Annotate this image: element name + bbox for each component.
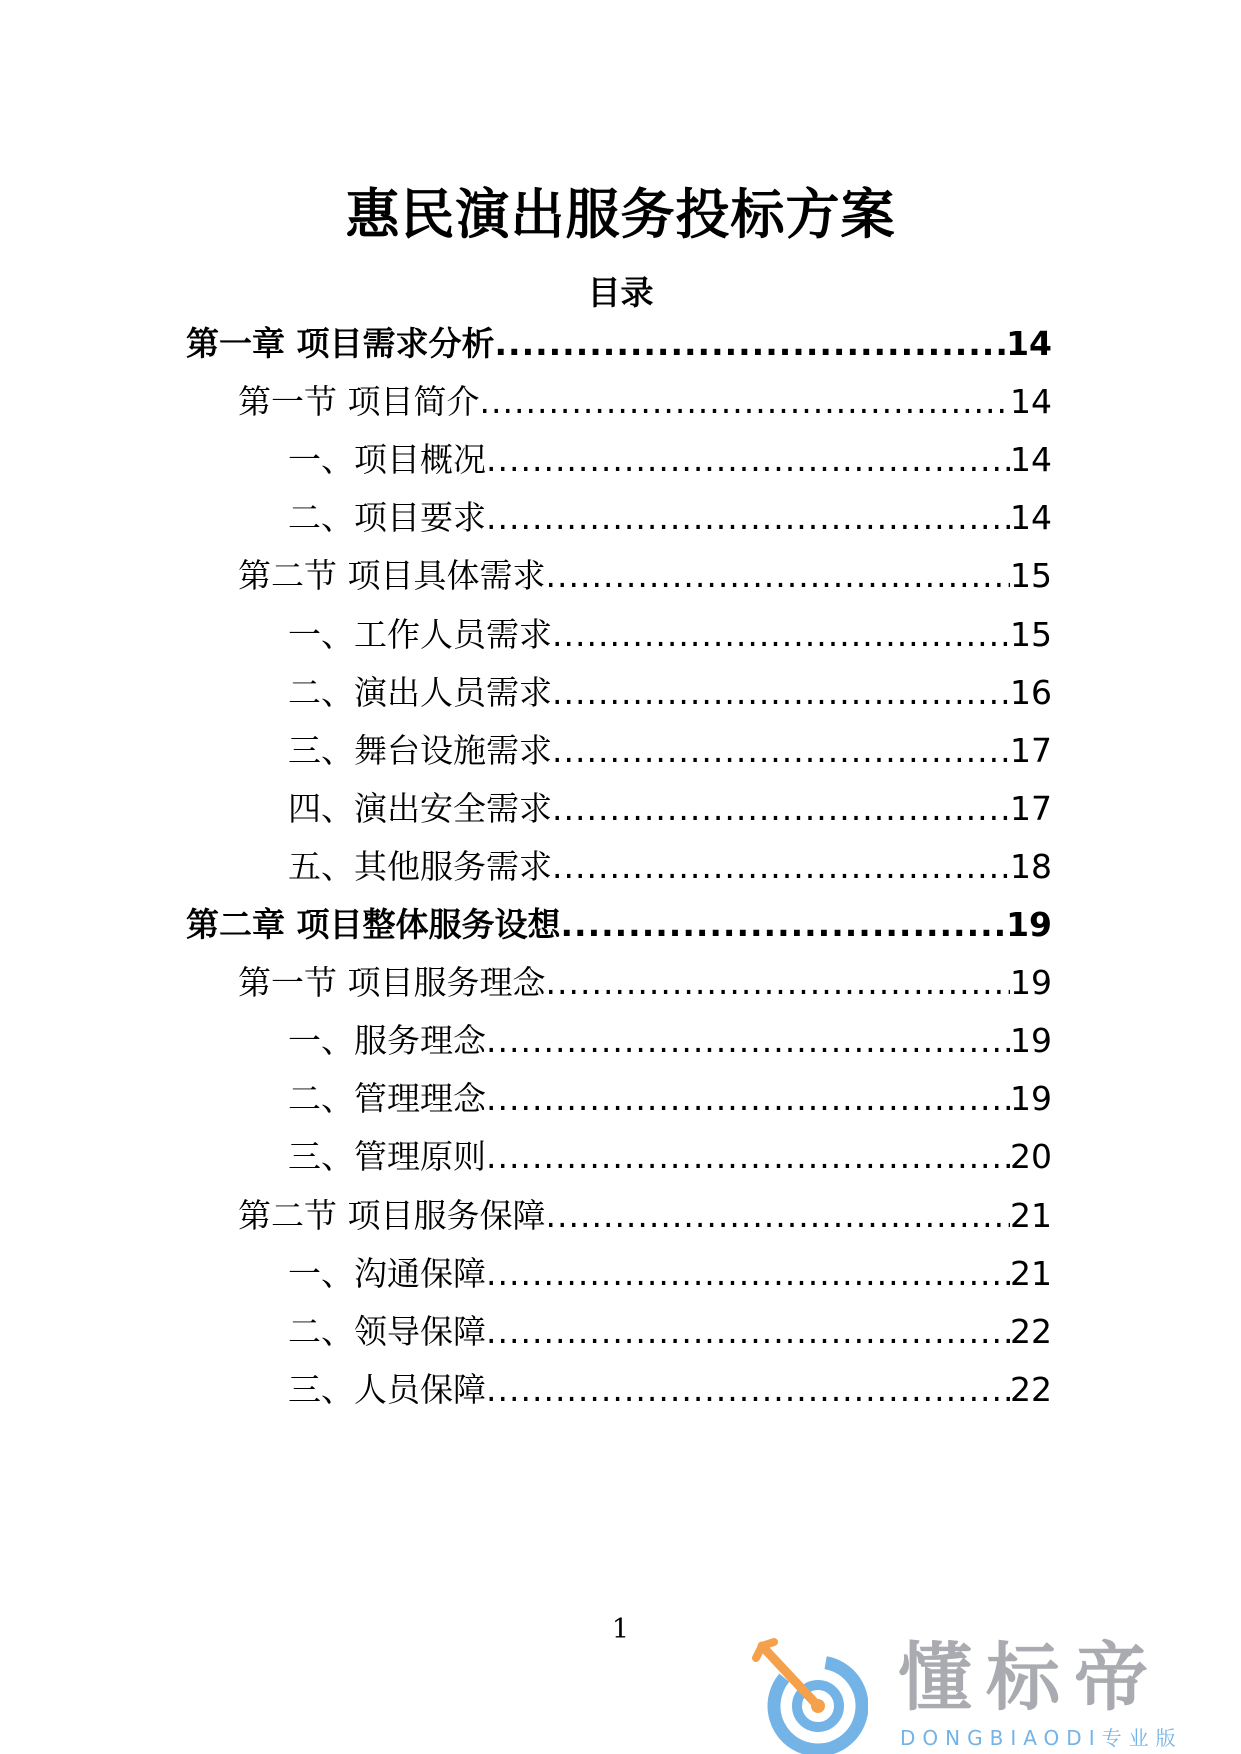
watermark-title: 懂标帝 bbox=[898, 1635, 1162, 1721]
toc-entry[interactable] bbox=[238, 552, 1052, 600]
toc-entry-page: 15 bbox=[1010, 614, 1052, 654]
toc-entry-label: 一、服务理念 bbox=[288, 1021, 486, 1061]
toc-dot-leader bbox=[480, 378, 1011, 426]
document-title: 惠民演出服务投标方案 bbox=[345, 183, 896, 246]
toc-entry-page: 19 bbox=[1010, 1021, 1052, 1061]
toc-entry-page: 20 bbox=[1010, 1137, 1052, 1177]
toc-dot-leader bbox=[486, 1366, 1010, 1414]
toc-entry-page: 19 bbox=[1006, 905, 1052, 944]
toc-entry[interactable] bbox=[288, 1366, 1052, 1414]
toc-entry[interactable] bbox=[238, 1192, 1052, 1240]
toc-dot-leader bbox=[552, 727, 1010, 775]
toc-dot-leader bbox=[486, 1017, 1010, 1065]
toc-entry[interactable] bbox=[288, 494, 1052, 542]
toc-entry-label: 二、演出人员需求 bbox=[288, 672, 552, 712]
toc-entry-page: 14 bbox=[1010, 382, 1052, 422]
toc-dot-leader bbox=[486, 1308, 1010, 1356]
toc-heading: 目录 bbox=[587, 273, 654, 312]
toc-dot-leader bbox=[552, 611, 1010, 659]
toc-entry[interactable] bbox=[186, 901, 1052, 949]
toc-dot-leader bbox=[486, 1250, 1010, 1298]
watermark-subtitle: DONGBIAODI专业版 bbox=[900, 1726, 1183, 1750]
toc-entry-page: 22 bbox=[1010, 1311, 1052, 1351]
toc-entry-label: 一、沟通保障 bbox=[288, 1253, 486, 1293]
page-number: 1 bbox=[611, 1614, 630, 1645]
toc-entry-page: 19 bbox=[1010, 1079, 1052, 1119]
toc-entry-label: 第一节 项目服务理念 bbox=[238, 963, 546, 1003]
toc-entry-page: 18 bbox=[1010, 846, 1052, 886]
toc-entry[interactable] bbox=[238, 378, 1052, 426]
toc-entry[interactable] bbox=[288, 785, 1052, 833]
toc-dot-leader bbox=[495, 320, 1007, 368]
toc-dot-leader bbox=[486, 1133, 1010, 1181]
toc-dot-leader bbox=[546, 959, 1011, 1007]
toc-entry-label: 三、管理原则 bbox=[288, 1137, 486, 1177]
watermark bbox=[748, 1636, 1218, 1754]
toc-entry-label: 五、其他服务需求 bbox=[288, 846, 552, 886]
toc-entry-label: 第二节 项目服务保障 bbox=[238, 1195, 546, 1235]
toc-dot-leader bbox=[486, 494, 1010, 542]
toc-entry-page: 17 bbox=[1010, 730, 1052, 770]
toc-entry[interactable] bbox=[288, 1308, 1052, 1356]
toc-entry[interactable] bbox=[288, 1017, 1052, 1065]
toc-dot-leader bbox=[552, 843, 1010, 891]
toc-entry[interactable] bbox=[186, 320, 1052, 368]
toc-entry[interactable] bbox=[288, 436, 1052, 484]
toc-entry-page: 21 bbox=[1010, 1253, 1052, 1293]
target-dart-icon bbox=[748, 1636, 868, 1754]
toc-dot-leader bbox=[561, 901, 1007, 949]
toc-entry[interactable] bbox=[288, 843, 1052, 891]
toc-dot-leader bbox=[552, 669, 1010, 717]
toc-entry-label: 二、领导保障 bbox=[288, 1311, 486, 1351]
toc-entry-label: 第一章 项目需求分析 bbox=[186, 324, 495, 363]
toc-dot-leader bbox=[546, 1192, 1011, 1240]
toc-entry[interactable] bbox=[288, 1250, 1052, 1298]
toc-entry-label: 四、演出安全需求 bbox=[288, 788, 552, 828]
toc-entry-page: 14 bbox=[1010, 440, 1052, 480]
toc-entry-page: 22 bbox=[1010, 1369, 1052, 1409]
toc-entry-page: 14 bbox=[1006, 324, 1052, 363]
toc-entry-page: 17 bbox=[1010, 788, 1052, 828]
toc-entry-page: 16 bbox=[1010, 672, 1052, 712]
toc-entry-label: 一、项目概况 bbox=[288, 440, 486, 480]
toc-entry-label: 二、项目要求 bbox=[288, 498, 486, 538]
toc-entry-page: 15 bbox=[1010, 556, 1052, 596]
toc-entry[interactable] bbox=[288, 611, 1052, 659]
toc-dot-leader bbox=[552, 785, 1010, 833]
toc-entry-page: 19 bbox=[1010, 963, 1052, 1003]
toc-entry[interactable] bbox=[288, 1075, 1052, 1123]
toc-dot-leader bbox=[546, 552, 1011, 600]
toc-entry-label: 一、工作人员需求 bbox=[288, 614, 552, 654]
toc-entry-page: 21 bbox=[1010, 1195, 1052, 1235]
toc-entry[interactable] bbox=[288, 1133, 1052, 1181]
toc-entry[interactable] bbox=[288, 669, 1052, 717]
toc-entry-label: 三、舞台设施需求 bbox=[288, 730, 552, 770]
toc-entry-label: 二、管理理念 bbox=[288, 1079, 486, 1119]
toc-entry-page: 14 bbox=[1010, 498, 1052, 538]
toc-dot-leader bbox=[486, 1075, 1010, 1123]
toc-entry-label: 第二节 项目具体需求 bbox=[238, 556, 546, 596]
toc-entry-label: 第一节 项目简介 bbox=[238, 382, 480, 422]
toc-entry-label: 第二章 项目整体服务设想 bbox=[186, 905, 561, 944]
toc-entry-label: 三、人员保障 bbox=[288, 1369, 486, 1409]
toc-entry[interactable] bbox=[288, 727, 1052, 775]
toc-dot-leader bbox=[486, 436, 1010, 484]
toc-entry[interactable] bbox=[238, 959, 1052, 1007]
